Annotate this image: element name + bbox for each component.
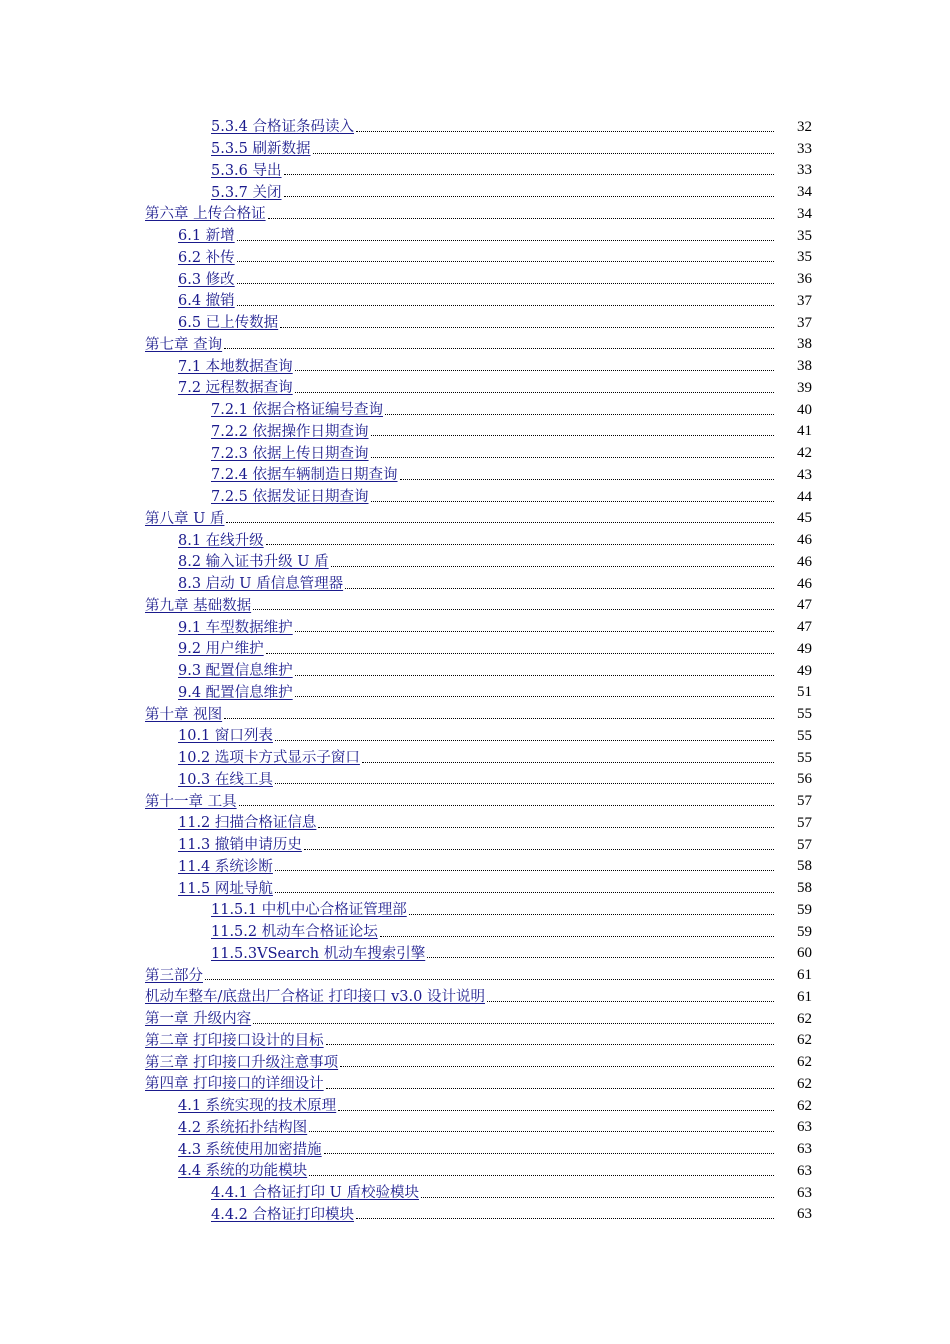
dot-leader <box>356 1218 774 1219</box>
toc-entry-title-link[interactable]: 11.2 扫描合格证信息 <box>178 815 317 832</box>
toc-page-number: 44 <box>797 488 812 505</box>
toc-entry[interactable] <box>0 1160 950 1182</box>
toc-entry[interactable] <box>0 790 950 812</box>
dot-leader <box>275 870 774 871</box>
toc-entry-title-link[interactable]: 10.2 选项卡方式显示子窗口 <box>178 750 360 766</box>
toc-entry[interactable] <box>0 551 950 573</box>
dot-leader <box>295 631 774 632</box>
toc-entry[interactable] <box>0 921 950 943</box>
toc-entry[interactable] <box>0 290 950 312</box>
toc-entry-title-link[interactable]: 5.3.7 关闭 <box>211 184 282 201</box>
toc-entry-title-link[interactable]: 6.1 新增 <box>178 228 235 244</box>
dot-leader <box>237 283 774 284</box>
toc-page-number: 40 <box>797 401 812 418</box>
dot-leader <box>326 1088 774 1089</box>
toc-entry[interactable] <box>0 1008 950 1030</box>
toc-entry-title-link[interactable]: 7.1 本地数据查询 <box>178 358 293 375</box>
toc-entry-title-link[interactable]: 第十一章 工具 <box>145 793 237 810</box>
toc-page-number: 43 <box>797 466 812 483</box>
dot-leader <box>226 522 774 523</box>
toc-entry[interactable] <box>0 943 950 965</box>
toc-entry[interactable] <box>0 181 950 203</box>
toc-page-number: 33 <box>797 162 812 179</box>
toc-page-number: 41 <box>797 423 812 440</box>
dot-leader <box>362 762 774 763</box>
toc-entry-title-link[interactable]: 6.4 撤销 <box>178 293 235 310</box>
toc-entry-title-link[interactable]: 7.2.5 依据发证日期查询 <box>211 489 369 505</box>
toc-page-number: 59 <box>797 923 812 940</box>
toc-page-number: 49 <box>797 662 812 679</box>
dot-leader <box>295 696 774 697</box>
dot-leader <box>295 675 774 676</box>
toc-page-number: 32 <box>797 118 812 135</box>
toc-page-number: 61 <box>797 988 812 1005</box>
dot-leader <box>253 609 774 610</box>
dot-leader <box>239 805 774 806</box>
toc-page-number: 38 <box>797 336 812 353</box>
dot-leader <box>371 457 774 458</box>
dot-leader <box>224 348 774 349</box>
toc-entry[interactable] <box>0 1051 950 1073</box>
toc-entry-title-link[interactable]: 11.5 网址导航 <box>178 880 273 897</box>
dot-leader <box>324 1153 774 1154</box>
toc-entry[interactable] <box>0 573 950 595</box>
toc-page-number: 51 <box>797 684 812 701</box>
dot-leader <box>266 653 774 654</box>
toc-entry-title-link[interactable]: 第九章 基础数据 <box>145 597 252 614</box>
toc-page-number: 57 <box>797 814 812 831</box>
dot-leader <box>309 1175 774 1176</box>
toc-page-number: 62 <box>797 1097 812 1114</box>
toc-entry-title-link[interactable]: 9.3 配置信息维护 <box>178 663 293 679</box>
toc-page-number: 62 <box>797 1054 812 1070</box>
toc-entry-title-link[interactable]: 6.2 补传 <box>178 249 235 266</box>
toc-entry-title-link[interactable]: 4.1 系统实现的技术原理 <box>178 1098 337 1114</box>
dot-leader <box>380 936 774 937</box>
toc-page-number: 63 <box>797 1162 812 1179</box>
table-of-contents <box>0 116 950 1225</box>
toc-page-number: 35 <box>797 249 812 266</box>
toc-entry-title-link[interactable]: 10.1 窗口列表 <box>178 728 273 745</box>
dot-leader <box>427 957 774 958</box>
toc-entry-title-link[interactable]: 10.3 在线工具 <box>178 771 273 788</box>
toc-entry[interactable] <box>0 877 950 899</box>
toc-entry[interactable] <box>0 899 950 921</box>
toc-entry-title-link[interactable]: 7.2 远程数据查询 <box>178 380 293 397</box>
dot-leader <box>237 261 774 262</box>
toc-entry[interactable] <box>0 116 950 138</box>
toc-page-number: 57 <box>797 836 812 853</box>
toc-entry-title-link[interactable]: 11.4 系统诊断 <box>178 858 273 875</box>
dot-leader <box>345 588 774 589</box>
dot-leader <box>295 370 774 371</box>
toc-entry-title-link[interactable]: 机动车整车/底盘出厂合格证 打印接口 v3.0 设计说明 <box>145 989 485 1006</box>
toc-entry[interactable] <box>0 160 950 182</box>
dot-leader <box>275 892 774 893</box>
toc-entry-title-link[interactable]: 第十章 视图 <box>145 706 223 723</box>
toc-entry-title-link[interactable]: 9.2 用户维护 <box>178 641 264 658</box>
toc-entry-title-link[interactable]: 11.5.3VSearch 机动车搜索引擎 <box>211 945 426 962</box>
toc-entry-title-link[interactable]: 6.3 修改 <box>178 271 235 288</box>
toc-page-number: 63 <box>797 1206 812 1223</box>
dot-leader <box>304 849 774 850</box>
dot-leader <box>371 435 774 436</box>
toc-entry[interactable] <box>0 464 950 486</box>
dot-leader <box>409 914 774 915</box>
dot-leader <box>237 240 774 241</box>
toc-entry-title-link[interactable]: 5.3.6 导出 <box>211 162 282 179</box>
toc-page-number: 63 <box>797 1184 812 1201</box>
toc-entry-title-link[interactable]: 4.2 系统拓扑结构图 <box>178 1119 308 1136</box>
toc-entry[interactable] <box>0 725 950 747</box>
toc-entry[interactable] <box>0 225 950 247</box>
toc-entry-title-link[interactable]: 6.5 已上传数据 <box>178 315 279 331</box>
dot-leader <box>385 414 774 415</box>
toc-entry-title-link[interactable]: 8.3 启动 U 盾信息管理器 <box>178 576 344 592</box>
toc-page-number: 35 <box>797 227 812 244</box>
toc-page-number: 55 <box>797 727 812 744</box>
toc-entry[interactable] <box>0 377 950 399</box>
toc-entry[interactable] <box>0 1138 950 1160</box>
toc-entry-title-link[interactable]: 第三章 打印接口升级注意事项 <box>145 1054 339 1071</box>
toc-page-number: 46 <box>797 575 812 592</box>
toc-page-number: 47 <box>797 619 812 635</box>
toc-page-number: 55 <box>797 749 812 766</box>
dot-leader <box>266 544 774 545</box>
dot-leader <box>205 979 774 980</box>
dot-leader <box>275 740 774 741</box>
toc-page-number: 46 <box>797 532 812 548</box>
toc-page-number: 46 <box>797 553 812 570</box>
toc-page-number: 38 <box>797 358 812 374</box>
dot-leader <box>284 174 774 175</box>
dot-leader <box>400 479 774 480</box>
toc-entry[interactable] <box>0 355 950 377</box>
toc-entry[interactable] <box>0 616 950 638</box>
toc-entry[interactable] <box>0 595 950 617</box>
toc-entry-title-link[interactable]: 第七章 查询 <box>145 336 223 353</box>
toc-entry[interactable] <box>0 964 950 986</box>
toc-entry-title-link[interactable]: 11.5.1 中机中心合格证管理部 <box>211 902 407 919</box>
toc-entry-title-link[interactable]: 9.1 车型数据维护 <box>178 619 293 636</box>
toc-entry[interactable] <box>0 138 950 160</box>
toc-entry[interactable] <box>0 834 950 856</box>
dot-leader <box>280 327 774 328</box>
toc-entry-title-link[interactable]: 7.2.3 依据上传日期查询 <box>211 445 369 462</box>
toc-entry[interactable] <box>0 638 950 660</box>
dot-leader <box>237 305 774 306</box>
toc-page-number: 36 <box>797 271 812 287</box>
dot-leader <box>295 392 774 393</box>
toc-entry-title-link[interactable]: 第四章 打印接口的详细设计 <box>145 1076 324 1093</box>
toc-page-number: 55 <box>797 706 812 722</box>
dot-leader <box>253 1023 774 1024</box>
toc-page-number: 60 <box>797 945 812 962</box>
toc-entry-title-link[interactable]: 5.3.5 刷新数据 <box>211 141 311 157</box>
toc-entry[interactable] <box>0 1182 950 1204</box>
toc-entry[interactable] <box>0 1117 950 1139</box>
toc-entry[interactable] <box>0 247 950 269</box>
toc-entry-title-link[interactable]: 第三部分 <box>145 967 203 984</box>
toc-entry[interactable] <box>0 268 950 290</box>
toc-entry[interactable] <box>0 334 950 356</box>
toc-page-number: 62 <box>797 1032 812 1049</box>
toc-entry-title-link[interactable]: 7.2.2 依据操作日期查询 <box>211 423 369 440</box>
toc-entry[interactable] <box>0 986 950 1008</box>
toc-entry[interactable] <box>0 399 950 421</box>
toc-page-number: 61 <box>797 967 812 983</box>
toc-entry-title-link[interactable]: 11.3 撤销申请历史 <box>178 837 302 853</box>
toc-entry-title-link[interactable]: 9.4 配置信息维护 <box>178 684 293 701</box>
toc-page-number: 34 <box>797 184 812 200</box>
toc-entry-title-link[interactable]: 第二章 打印接口设计的目标 <box>145 1032 324 1049</box>
dot-leader <box>275 783 774 784</box>
toc-entry-title-link[interactable]: 第八章 U 盾 <box>145 510 225 527</box>
toc-page-number: 49 <box>797 640 812 657</box>
toc-page-number: 57 <box>797 793 812 809</box>
toc-entry-title-link[interactable]: 8.2 输入证书升级 U 盾 <box>178 554 329 571</box>
toc-entry[interactable] <box>0 1073 950 1095</box>
toc-entry[interactable] <box>0 203 950 225</box>
dot-leader <box>318 827 774 828</box>
toc-entry[interactable] <box>0 529 950 551</box>
dot-leader <box>331 566 774 567</box>
toc-page-number: 47 <box>797 597 812 614</box>
toc-entry[interactable] <box>0 660 950 682</box>
toc-entry[interactable] <box>0 769 950 791</box>
toc-entry[interactable] <box>0 703 950 725</box>
dot-leader <box>309 1131 774 1132</box>
dot-leader <box>224 718 774 719</box>
toc-page-number: 56 <box>797 771 812 788</box>
dot-leader <box>326 1044 774 1045</box>
toc-page-number: 37 <box>797 314 812 331</box>
toc-entry-title-link[interactable]: 第一章 升级内容 <box>145 1011 252 1027</box>
toc-page-number: 37 <box>797 292 812 309</box>
toc-page-number: 58 <box>797 880 812 896</box>
toc-entry-title-link[interactable]: 第六章 上传合格证 <box>145 206 266 223</box>
dot-leader <box>313 153 774 154</box>
dot-leader <box>371 501 774 502</box>
toc-entry[interactable] <box>0 747 950 769</box>
toc-page-number: 63 <box>797 1119 812 1136</box>
toc-entry[interactable] <box>0 312 950 334</box>
toc-entry[interactable] <box>0 1204 950 1226</box>
toc-page-number: 39 <box>797 379 812 396</box>
toc-entry[interactable] <box>0 421 950 443</box>
dot-leader <box>421 1197 774 1198</box>
dot-leader <box>340 1066 774 1067</box>
toc-entry[interactable] <box>0 486 950 508</box>
toc-page-number: 42 <box>797 445 812 461</box>
toc-page-number: 33 <box>797 140 812 157</box>
toc-entry[interactable] <box>0 682 950 704</box>
toc-entry-title-link[interactable]: 7.2.4 依据车辆制造日期查询 <box>211 467 398 484</box>
toc-page-number: 62 <box>797 1010 812 1027</box>
toc-entry[interactable] <box>0 1030 950 1052</box>
toc-entry-title-link[interactable]: 8.1 在线升级 <box>178 532 264 549</box>
toc-entry[interactable] <box>0 812 950 834</box>
dot-leader <box>268 218 774 219</box>
toc-page-number: 59 <box>797 901 812 918</box>
toc-entry-title-link[interactable]: 4.4.2 合格证打印模块 <box>211 1206 355 1223</box>
toc-entry-title-link[interactable]: 4.3 系统使用加密措施 <box>178 1141 322 1158</box>
toc-page-number: 45 <box>797 510 812 527</box>
dot-leader <box>338 1110 774 1111</box>
toc-entry-title-link[interactable]: 11.5.2 机动车合格证论坛 <box>211 924 378 940</box>
toc-entry[interactable] <box>0 508 950 530</box>
toc-entry-title-link[interactable]: 7.2.1 依据合格证编号查询 <box>211 402 384 418</box>
dot-leader <box>284 196 774 197</box>
toc-entry[interactable] <box>0 856 950 878</box>
toc-page-number: 62 <box>797 1075 812 1092</box>
toc-entry-title-link[interactable]: 4.4 系统的功能模块 <box>178 1163 308 1180</box>
toc-entry-title-link[interactable]: 5.3.4 合格证条码读入 <box>211 119 355 136</box>
dot-leader <box>356 131 774 132</box>
toc-page-number: 63 <box>797 1141 812 1157</box>
dot-leader <box>487 1001 774 1002</box>
toc-page-number: 58 <box>797 858 812 875</box>
toc-entry-title-link[interactable]: 4.4.1 合格证打印 U 盾校验模块 <box>211 1185 419 1201</box>
toc-page-number: 34 <box>797 205 812 222</box>
toc-entry[interactable] <box>0 442 950 464</box>
toc-entry[interactable] <box>0 1095 950 1117</box>
